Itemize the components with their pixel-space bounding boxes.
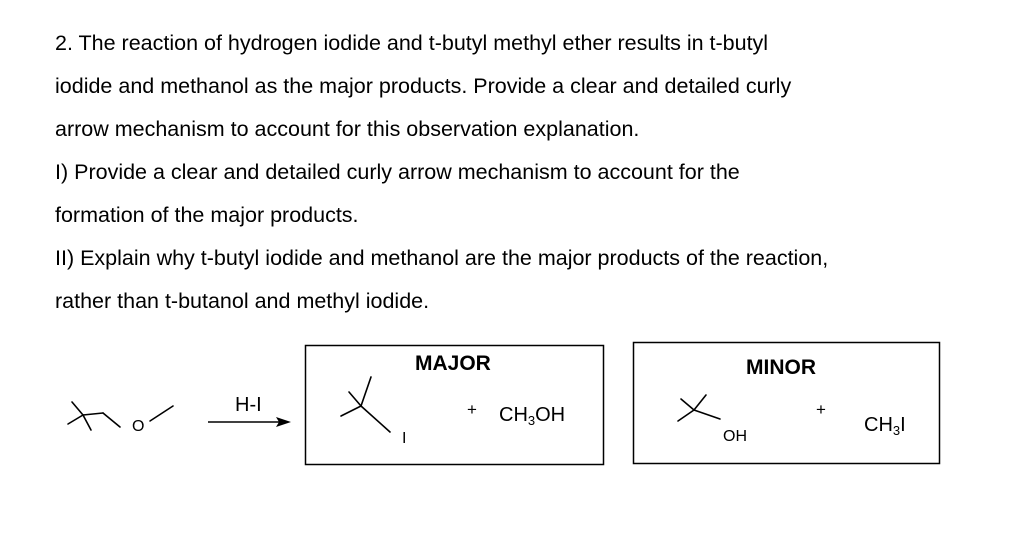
t-butanol-skeleton: [678, 395, 720, 421]
t-butyl-iodide-iodine-label: I: [402, 430, 407, 447]
major-box-title: MAJOR: [415, 352, 491, 375]
methanol-formula-suffix: OH: [535, 404, 566, 426]
question-line-part-ii: II) Explain why t-butyl iodide and methanol are the major products of the reaction,: [55, 246, 829, 270]
major-plus-sign: +: [467, 400, 477, 419]
methanol-formula-subscript: 3: [527, 413, 536, 428]
reagent-label: H-I: [235, 394, 262, 416]
question-text: [55, 22, 995, 323]
methanol-formula-prefix: CH: [499, 404, 528, 426]
methanol-formula: [499, 404, 565, 427]
minor-plus-sign: +: [816, 400, 826, 419]
question-line: iodide and methanol as the major products. Provide a clear and detailed curly: [55, 74, 792, 98]
reactant-skeleton: [68, 402, 173, 430]
question-line: rather than t-butanol and methyl iodide.: [55, 289, 430, 313]
methyl-iodide-formula-suffix: I: [900, 414, 906, 436]
question-line: arrow mechanism to account for this observation explanation.: [55, 117, 640, 141]
reaction-arrow: [208, 417, 291, 427]
methyl-iodide-formula-prefix: CH: [864, 414, 893, 436]
minor-box-title: MINOR: [746, 356, 816, 379]
reaction-scheme: [0, 330, 1024, 490]
t-butanol-hydroxyl-label: OH: [723, 428, 747, 445]
question-line-part-i: I) Provide a clear and detailed curly arrow mechanism to account for the: [55, 160, 740, 184]
reactant-oxygen-label: O: [132, 418, 145, 435]
t-butyl-iodide-skeleton: [341, 377, 390, 432]
question-line: formation of the major products.: [55, 203, 359, 227]
methyl-iodide-formula-subscript: 3: [892, 423, 901, 438]
question-line: 2. The reaction of hydrogen iodide and t-butyl methyl ether results in t-butyl: [55, 31, 769, 55]
methyl-iodide-formula: [864, 414, 906, 437]
